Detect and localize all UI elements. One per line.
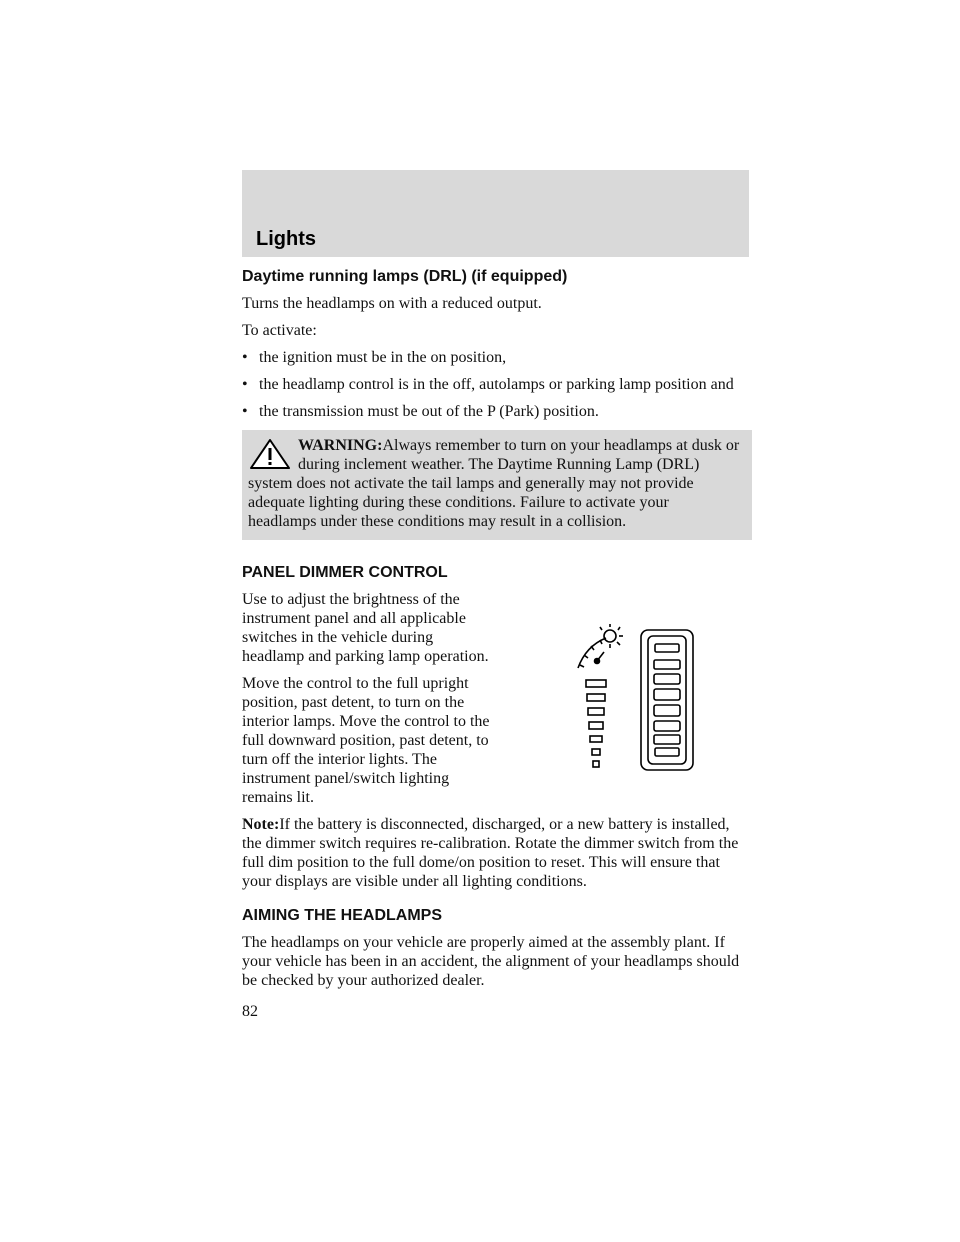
dimmer-control-icon (576, 624, 696, 774)
list-item (242, 348, 752, 367)
page-number: 82 (242, 1003, 258, 1020)
panel-dimmer-section (242, 590, 752, 807)
bullet-text: the transmission must be out of the P (Park) position. (259, 403, 599, 420)
bullet-text: the headlamp control is in the off, autolamps or parking lamp position and (259, 376, 734, 393)
note-text: If the battery is disconnected, discharged, or a new battery is installed, the dimmer switch requires re-calibration. Rotate the dimmer switch from the full dim position to the full dome/on position to reset. This will ensure that your displays are visible under all lighting conditions. (242, 816, 739, 890)
bullet-marker: • (242, 349, 248, 366)
note-paragraph (242, 815, 752, 891)
bullet-marker: • (242, 376, 248, 393)
section-title: Lights (256, 228, 316, 250)
panel-dimmer-heading: PANEL DIMMER CONTROL (242, 564, 448, 581)
brightness-scale-icon (586, 680, 606, 767)
panel-dimmer-text (242, 590, 494, 807)
warning-label: WARNING: (298, 437, 383, 454)
drl-intro: Turns the headlamps on with a reduced output. (242, 295, 542, 312)
aiming-text: The headlamps on your vehicle are properly aimed at the assembly plant. If your vehicle has been in an accident, the alignment of your headlamps should be checked by your authorized dealer. (242, 934, 740, 989)
list-item (242, 375, 752, 394)
warning-text: Always remember to turn on your headlamps at dusk or during inclement weather. The Daytime Running Lamp (DRL) system does not activate the tail lamps and generally may not provide adequate lighting during these conditions. Failure to activate your headlamps under these conditions may result in a collision. (248, 437, 740, 530)
page-content (242, 265, 752, 1029)
drl-activate-label: To activate: (242, 322, 317, 339)
gauge-symbol-icon (578, 624, 623, 668)
aiming-heading: AIMING THE HEADLAMPS (242, 907, 442, 924)
warning-triangle-icon (248, 437, 292, 471)
list-item (242, 402, 752, 421)
note-label: Note: (242, 816, 280, 833)
bullet-marker: • (242, 403, 248, 420)
drl-bullet-list (242, 348, 752, 421)
drl-heading: Daytime running lamps (DRL) (if equipped) (242, 268, 568, 285)
thumbwheel-icon (641, 630, 693, 770)
bullet-text: the ignition must be in the on position, (259, 349, 507, 366)
panel-dimmer-p2: Move the control to the full upright position, past detent, to turn on the interior lamps. Move the control to the full downward position, past detent, to turn off the interior lights. The instrument panel/switch lighting remains lit. (242, 675, 490, 806)
section-header (242, 170, 749, 257)
panel-dimmer-p1: Use to adjust the brightness of the instrument panel and all applicable switches in the vehicle during headlamp and parking lamp operation. (242, 591, 489, 665)
warning-box (242, 430, 752, 540)
